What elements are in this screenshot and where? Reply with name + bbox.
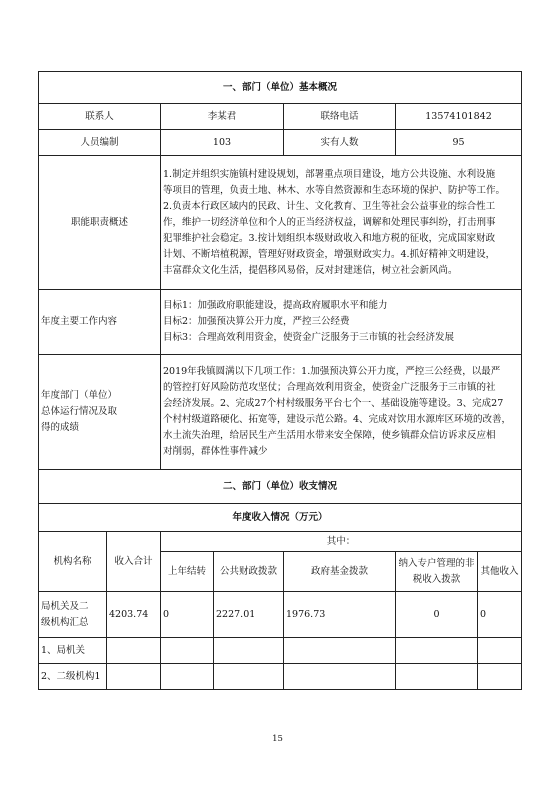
row-org-name: 2、二级机构1: [39, 664, 107, 690]
row-prev: 0: [161, 592, 214, 638]
duties-line: 等项目的管理，负责土地、林木、水等自然资源和生态环境的保护、防护等工作。: [163, 184, 506, 196]
actual-label: 实有人数: [284, 130, 396, 156]
duties-line: 作，维护一切经济单位和个人的正当经济权益，调解和处理民事纠纷，打击刑事: [163, 216, 496, 228]
phone-value: 13574101842: [396, 104, 522, 130]
col-org-name: 机构名称: [39, 532, 107, 592]
results-line: 2019年我镇圆满以下几项工作：1.加强预决算公开力度，严控三公经费，以最严: [163, 366, 501, 377]
row-special: 0: [396, 592, 478, 638]
duties-line: 计划、不断培植税源，管理好财政资金，增强财政实力。4.抓好精神文明建设，: [163, 248, 496, 260]
results-text: [161, 355, 522, 470]
table-row: [39, 592, 522, 638]
staff-label: 人员编制: [39, 130, 161, 156]
duties-line: 丰富群众文化生活，提倡移风易俗，反对封建迷信，树立社会新风尚。: [163, 264, 458, 276]
col-of-which: 其中：: [161, 532, 522, 552]
col-income-total: 收入合计: [107, 532, 161, 592]
duties-line: 2.负责本行政区域内的民政、计生、文化教育、卫生等社会公益事业的综合性工: [163, 200, 496, 212]
col-public-finance: 公共财政拨款: [214, 552, 284, 592]
duties-line: 1.制定并组织实施镇村建设规划，部署重点项目建设，地方公共设施、水利设施: [163, 168, 496, 180]
budget-table: [38, 71, 522, 690]
col-special-account: 纳入专户管理的非 税收入拨款: [396, 552, 478, 592]
table-row: [39, 664, 522, 690]
contact-name: 李某君: [161, 104, 284, 130]
goal-line: 目标1：加强政府职能建设，提高政府履职水平和能力: [163, 300, 388, 311]
actual-count: 95: [396, 130, 522, 156]
results-line: 个村村级道路硬化、拓宽等，建设示范公路。4、完成对饮用水源库区环境的改善，: [163, 414, 512, 425]
goals-label: 年度主要工作内容: [39, 290, 161, 355]
table-row: [39, 638, 522, 664]
staff-count: 103: [161, 130, 284, 156]
section2-title: 二、部门（单位）收支情况: [39, 470, 522, 504]
col-prev-year: 上年结转: [161, 552, 214, 592]
contact-label: 联系人: [39, 104, 161, 130]
duties-label: 职能职责概述: [39, 156, 161, 290]
goal-line: 目标2：加强预决算公开力度，严控三公经费: [163, 316, 350, 327]
row-public: 2227.01: [214, 592, 284, 638]
results-line: 水土流失治理，给居民生产生活用水带来安全保障，使乡镇群众信访诉求反应相: [163, 430, 496, 441]
duties-line: 犯罪维护社会稳定。3.按计划组织本级财政收入和地方税的征收，完成国家财政: [163, 232, 496, 244]
row-other: 0: [478, 592, 522, 638]
col-other-income: 其他收入: [478, 552, 522, 592]
row-total: 4203.74: [107, 592, 161, 638]
goals-text: [161, 290, 522, 355]
income-title: 年度收入情况（万元）: [39, 504, 522, 532]
row-org-name: 局机关及二 级机构汇总: [39, 592, 107, 638]
page-number: 15: [272, 734, 283, 744]
results-label: 年度部门（单位） 总体运行情况及取 得的成绩: [39, 355, 161, 470]
duties-text: [161, 156, 522, 290]
results-line: 对削弱，群体性事件减少: [163, 446, 268, 457]
col-gov-fund: 政府基金拨款: [284, 552, 396, 592]
section1-title: 一、部门（单位）基本概况: [39, 72, 522, 104]
results-line: 的管控打好风险防范攻坚仗；合理高效利用资金，使资金广泛服务于三市镇的社: [163, 382, 496, 393]
results-line: 会经济发展。2、完成27个村村级服务平台七个一、基础设施等建设。3、完成27: [163, 398, 504, 409]
row-org-name: 1、局机关: [39, 638, 107, 664]
goal-line: 目标3：合理高效利用资金，使资金广泛服务于三市镇的社会经济发展: [163, 332, 455, 343]
phone-label: 联络电话: [284, 104, 396, 130]
row-fund: 1976.73: [284, 592, 396, 638]
